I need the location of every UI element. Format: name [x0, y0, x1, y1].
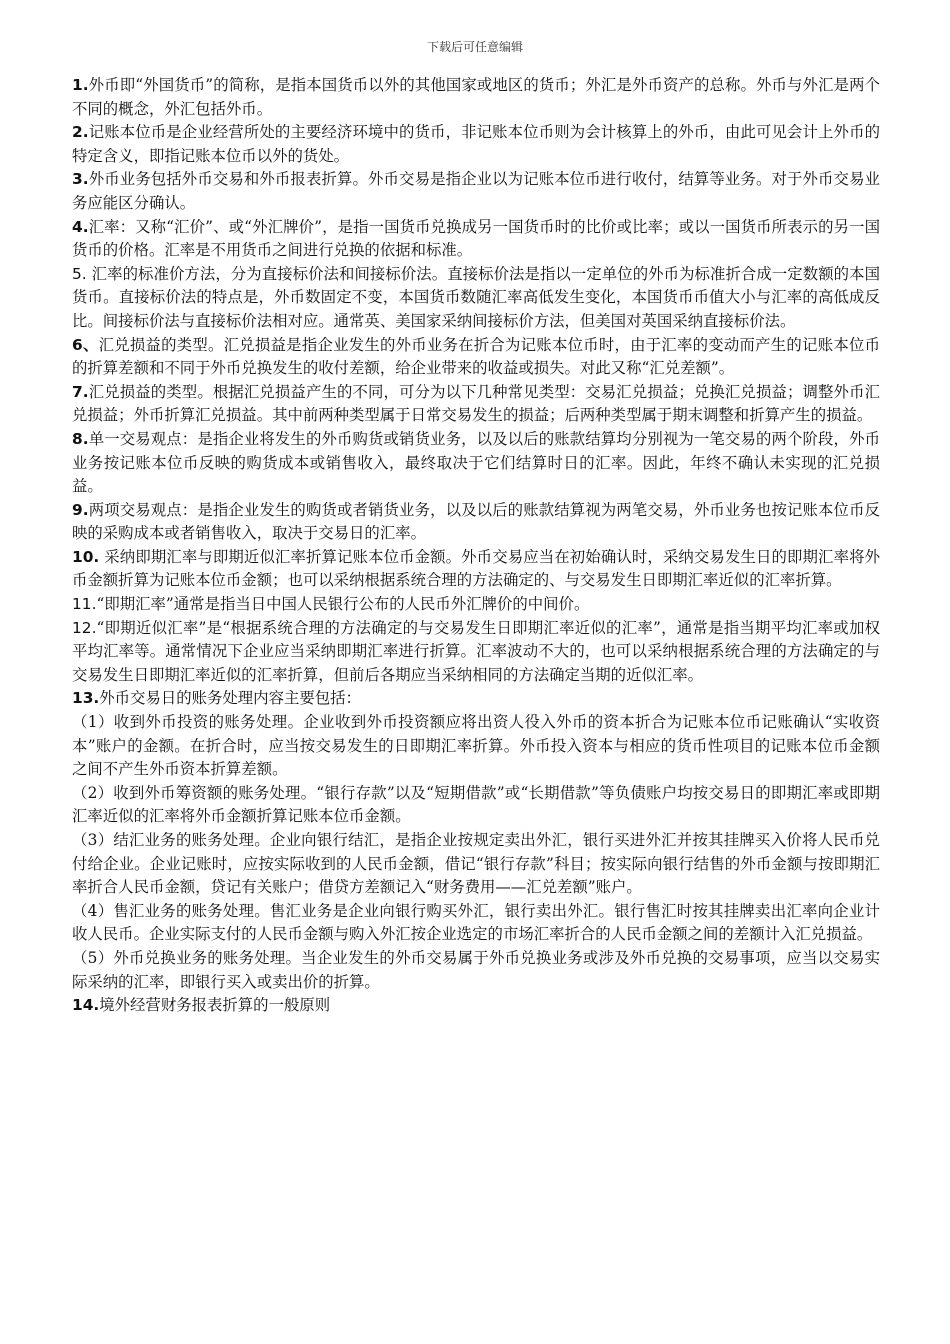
paragraph-number: 6、: [72, 335, 99, 354]
numbered-paragraph: [72, 381, 880, 428]
paragraph-text: 汇兑损益的类型。根据汇兑损益产生的不同，可分为以下几种常见类型：交易汇兑损益；兑换汇兑损益；调整外币汇兑损益；外币折算汇兑损益。其中前两种类型属于日常交易发生的损益；后两种类型属于期末调整和折算产生的损益。: [72, 382, 880, 425]
numbered-paragraph: [72, 428, 880, 499]
numbered-paragraph: [72, 593, 880, 617]
paragraph-text: “即期汇率”通常是指当日中国人民银行公布的人民币外汇牌价的中间价。: [96, 595, 590, 614]
numbered-paragraph: [72, 121, 880, 168]
paragraph-text: （2）收到外币筹资额的账务处理。“银行存款”以及“短期借款”或“长期借款”等负债账户均按交易日的即期汇率或即期汇率近似的汇率将外币金额折算记账本位币金额。: [72, 783, 880, 826]
page-header: 下载后可任意编辑: [426, 40, 523, 54]
sub-paragraph: [72, 829, 880, 900]
paragraph-text: “即期近似汇率”是“根据系统合理的方法确定的与交易发生日即期汇率近似的汇率”，通常是指当期平均汇率或加权平均汇率等。通常情况下企业应当采纳即期汇率进行折算。汇率波动不大的，也可以采纳根据系统合理的方法确定的与交易发生日即期汇率近似的汇率折算，但前后各期应当采纳相同的方法确定当期的近似汇率。: [72, 618, 880, 684]
paragraph-number: 10.: [72, 547, 100, 566]
paragraph-text: 记账本位币是企业经营所处的主要经济环境中的货币，非记账本位币则为会计核算上的外币，由此可见会计上外币的特定含义，即指记账本位币以外的货处。: [72, 123, 880, 165]
paragraph-number: 13.: [72, 689, 100, 708]
paragraph-text: （1）收到外币投资的账务处理。企业收到外币投资额应将出资人役入外币的资本折合为记账本位币记账确认“实收资本”账户的金额。在折合时，应当按交易发生的日即期汇率折算。外币投入资本与相应的货币性项目的记账本位币金额之间不产生外币资本折算差额。: [72, 713, 880, 779]
paragraph-number: 2.: [72, 123, 89, 142]
paragraph-text: 汇率的标准价方法，分为直接标价法和间接标价法。直接标价法是指以一定单位的外币为标准折合成一定数额的本国货币。直接标价法的特点是，外币数固定不变，本国货币数随汇率高低发生变化，本国货币币值大小与汇率的高低成反比。间接标价法与直接标价法相对应。通常英、美国家采纳间接标价方法，但美国对英国采纳直接标价法。: [72, 264, 880, 330]
sub-paragraph: [72, 711, 880, 782]
numbered-paragraph: [72, 74, 880, 121]
paragraph-text: 外币业务包括外币交易和外币报表折算。外币交易是指企业以为记账本位币进行收付，结算等业务。对于外币交易业务应能区分确认。: [72, 170, 880, 212]
paragraph-number: 7.: [72, 382, 89, 401]
numbered-paragraph: [72, 334, 880, 381]
numbered-paragraph: [72, 994, 880, 1018]
numbered-paragraph: [72, 216, 880, 263]
paragraph-text: 采纳即期汇率与即期近似汇率折算记账本位币金额。外币交易应当在初始确认时，采纳交易发生日的即期汇率将外币金额折算为记账本位币金额；也可以采纳根据系统合理的方法确定的、与交易发生日即期汇率近似的汇率折算。: [72, 547, 880, 590]
paragraph-text: 外币即“外国货币”的简称，是指本国货币以外的其他国家或地区的货币；外汇是外币资产的总称。外币与外汇是两个不同的概念，外汇包括外币。: [72, 76, 880, 118]
numbered-paragraph: [72, 263, 880, 334]
numbered-paragraph: [72, 499, 880, 546]
paragraph-text: 汇兑损益的类型。汇兑损益是指企业发生的外币业务在折合为记账本位币时，由于汇率的变动而产生的记账本位币的折算差额和不同于外币兑换发生的收付差额，给企业带来的收益或损失。对此又称“汇兑差额”。: [72, 335, 880, 378]
paragraph-text: （4）售汇业务的账务处理。售汇业务是企业向银行购买外汇，银行卖出外汇。银行售汇时按其挂牌卖出汇率向企业计收人民币。企业实际支付的人民币金额与购入外汇按企业选定的市场汇率折合的人民币金额之间的差额计入汇兑损益。: [72, 901, 880, 944]
paragraph-text: 外币交易日的账务处理内容主要包括：: [99, 689, 361, 708]
numbered-paragraph: [72, 617, 880, 688]
paragraph-number: 14.: [72, 996, 100, 1015]
numbered-paragraph: [72, 168, 880, 215]
paragraph-text: 汇率：又称“汇价”、或“外汇牌价”，是指一国货币兑换成另一国货币时的比价或比率；或以一国货币所表示的另一国货币的价格。汇率是不用货币之间进行兑换的依据和标准。: [72, 217, 880, 260]
paragraph-number: 1.: [72, 76, 89, 94]
paragraph-number: 12.: [72, 618, 97, 637]
document-body: [72, 74, 880, 1018]
paragraph-number: 5.: [72, 264, 87, 283]
paragraph-text: （3）结汇业务的账务处理。企业向银行结汇，是指企业按规定卖出外汇，银行买进外汇并按其挂牌买入价将人民币兑付给企业。企业记账时，应按实际收到的人民币金额，借记“银行存款”科目；按实际向银行结售的外币金额与按即期汇率折合人民币金额，贷记有关账户；借贷方差额记入“财务费用——汇兑差额”账户。: [72, 831, 880, 897]
sub-paragraph: [72, 782, 880, 829]
paragraph-text: 单一交易观点：是指企业将发生的外币购货或销货业务，以及以后的账款结算均分别视为一笔交易的两个阶段，外币业务按记账本位币反映的购货成本或销售收入，最终取决于它们结算时日的汇率。因此，年终不确认未实现的汇兑损益。: [72, 429, 880, 496]
paragraph-number: 4.: [72, 217, 89, 236]
sub-paragraph: [72, 947, 880, 994]
paragraph-number: 9.: [72, 500, 89, 519]
numbered-paragraph: [72, 687, 880, 711]
paragraph-text: （5）外币兑换业务的账务处理。当企业发生的外币交易属于外币兑换业务或涉及外币兑换的交易事项，应当以交易实际采纳的汇率，即银行买入或卖出价的折算。: [72, 948, 880, 991]
sub-paragraph: [72, 900, 880, 947]
paragraph-number: 8.: [72, 429, 89, 448]
paragraph-number: 11.: [72, 595, 97, 614]
paragraph-number: 3.: [72, 170, 89, 189]
paragraph-text: 两项交易观点：是指企业发生的购货或者销货业务，以及以后的账款结算视为两笔交易，外币业务也按记账本位币反映的采购成本或者销售收入，取决于交易日的汇率。: [72, 500, 880, 543]
paragraph-text: 境外经营财务报表折算的一般原则: [99, 996, 331, 1015]
numbered-paragraph: [72, 546, 880, 593]
